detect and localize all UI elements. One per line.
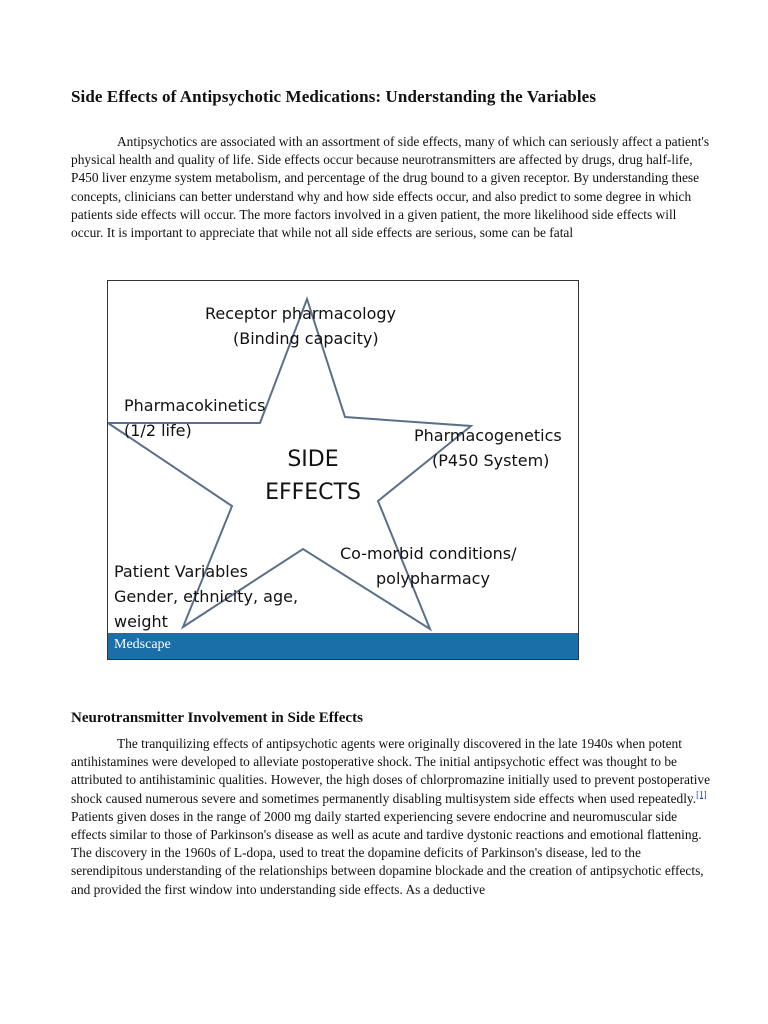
pharmacokinetics-line-1: Pharmacokinetics [124,396,266,415]
center-line-2: EFFECTS [265,480,361,505]
patient-variables-label [114,559,298,634]
comorbid-line-1: Co-morbid conditions/ [340,544,517,563]
source-bar [108,633,578,659]
pharmacogenetics-label [414,423,562,473]
patient-line-3: weight [114,612,168,631]
receptor-pharmacology-label [205,301,396,351]
comorbid-line-2: polypharmacy [376,569,490,588]
intro-paragraph [71,133,711,242]
patient-line-2: Gender, ethnicity, age, [114,587,299,606]
page-title: Side Effects of Antipsychotic Medications: Understanding the Variables [71,87,597,106]
pharmacokinetics-label [124,393,265,443]
patient-line-1: Patient Variables [114,562,248,581]
center-line-1: SIDE [287,447,339,472]
section-text-part2: Patients given doses in the range of 2000 mg daily started experiencing severe endocrine and neuromuscular side effects similar to those of Parkinson's disease as well as acute and tardive dystonic reactions and emotional flattening. The discovery in the 1960s of L-dopa, used to treat the dopamine deficits of Parkinson's disease, led to the serendipitous understanding of the relationships between dopamine blockade and the creation of antipsychotic effects, and provided the first window into understanding side effects. As a deductive [71,808,704,897]
section-heading: Neurotransmitter Involvement in Side Effects [71,710,363,726]
intro-text: Antipsychotics are associated with an assortment of side effects, many of which can seriously affect a patient's physical health and quality of life. Side effects occur because neurotransmitters are affected by drugs, drug half-life, P450 liver enzyme system metabolism, and percentage of the drug bound to a given receptor. By understanding these concepts, clinicians can better understand why and how side effects occur, and also predict to some degree in which patients side effects will occur. The more factors involved in a given patient, the more likelihood side effects will occur. It is important to appreciate that while not all side effects are serious, some can be fatal [71,134,710,241]
side-effects-figure [107,280,579,660]
comorbid-conditions-label [340,541,517,591]
medscape-logo: Medscape [114,637,171,652]
section-text-part1: The tranquilizing effects of antipsychotic agents were originally discovered in the late 1940s when potent antihistamines were developed to alleviate postoperative shock. The initial antipsychotic effect was thought to be attributed to antihistaminic qualities. However, the high doses of chlorpromazine initially used to prevent postoperative shock caused numerous severe and sometimes permanently disabling multisystem side effects when used repeatedly. [71,736,711,806]
pharmacokinetics-line-2: (1/2 life) [124,421,192,440]
side-effects-center-label [238,443,388,509]
section-paragraph [71,735,711,899]
receptor-line-1: Receptor pharmacology [205,304,396,323]
footnote-link[interactable]: [1] [696,789,707,800]
pharmacogenetics-line-2: (P450 System) [432,451,550,470]
pharmacogenetics-line-1: Pharmacogenetics [414,426,562,445]
receptor-line-2: (Binding capacity) [233,329,379,348]
